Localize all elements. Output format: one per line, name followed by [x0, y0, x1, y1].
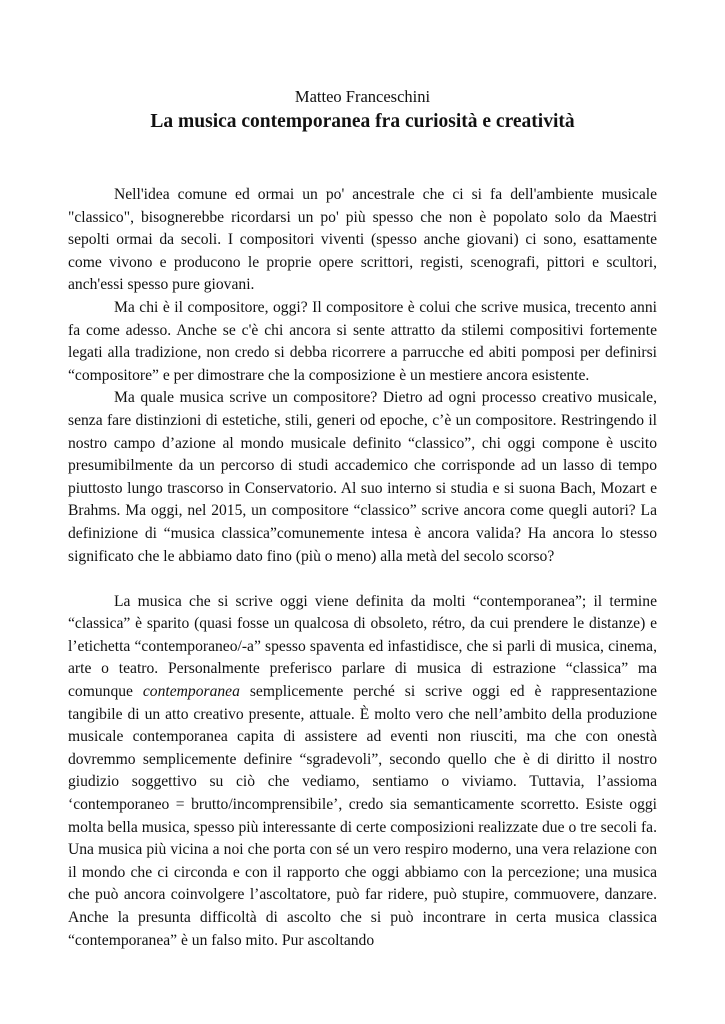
paragraph-1: Nell'idea comune ed ormai un po' ancestrale che ci si fa dell'ambiente musicale "classico", bisognerebbe ricordarsi un po' più spesso che non è popolato solo da Maestri sepolti ormai da secoli. I compositori viventi (spesso anche giovani) ci sono, esattamente come vivono e producono le proprie opere scrittori, registi, scenografi, pittori e scultori, anch'essi spesso pure giovani.	[68, 186, 657, 294]
document-title: La musica contemporanea fra curiosità e creatività	[150, 111, 575, 132]
paragraph-3: Ma quale musica scrive un compositore? Dietro ad ogni processo creativo musicale, senza fare distinzioni di estetiche, stili, generi od epoche, c’è un compositore. Restringendo il nostro campo d’azione al mondo musicale definito “classico”, chi oggi compone è uscito presumibilmente da un percorso di studi accademico che corrisponde ad un lasso di tempo piuttosto lungo trascorso in Conservatorio. Al suo interno si studia e si suona Bach, Mozart e Brahms. Ma oggi, nel 2015, un compositore “classico” scrive ancora come quegli autori? La definizione di “musica classica”comunemente intesa è ancora valida? Ha ancora lo stesso significato che le abbiamo dato fino (più o meno) alla metà del secolo scorso?	[68, 389, 657, 565]
document-header	[0, 87, 725, 134]
paragraph-4-end: semplicemente perché si scrive oggi ed è rappresentazione tangibile di un atto creativo presente, attuale. È molto vero che nell’ambito della produzione musicale contemporanea capita di assistere ad eventi non riusciti, ma che con onestà dovremmo semplicemente definire “sgradevoli”, secondo quello che è di diritto il nostro giudizio soggettivo su ciò che vediamo, sentiamo o viviamo. Tuttavia, l’assioma ‘contemporaneo = brutto/incomprensibile’, credo sia semanticamente scorretto. Esiste oggi molta bella musica, spesso più interessante di certe composizioni realizzate due o tre secoli fa. Una musica più vicina a noi che porta con sé un vero respiro moderno, una vera relazione con il mondo che ci circonda e con il rapporto che oggi abbiamo con la percezione; una musica che può ancora coinvolgere l’ascoltatore, può far ridere, può stupire, commuovere, danzare. Anche la presunta difficoltà di ascolto che si può incontrare in certa musica classica “contemporanea” è un falso mito. Pur ascoltando	[68, 683, 658, 949]
document-body	[68, 184, 657, 952]
paragraph-2: Ma chi è il compositore, oggi? Il compositore è colui che scrive musica, trecento anni fa come adesso. Anche se c'è chi ancora si sente attratto da stilemi compositivi fortemente legati alla tradizione, non credo si debba ricorrere a parrucche ed abiti pomposi per definirsi “compositore” e per dimostrare che la composizione è un mestiere ancora esistente.	[68, 298, 657, 384]
paragraph-gap	[68, 568, 657, 591]
paragraph-4-emphasis: contemporanea	[142, 683, 240, 701]
paragraph-4-start: La musica che si scrive oggi viene definita da molti “contemporanea”; il termine “classica” è sparito (quasi fosse un qualcosa di obsoleto, rétro, da cui prendere le distanze) e l’etichetta “contemporaneo/-a” spesso spaventa ed infastidisce, che si parli di musica, cinema, arte o teatro. Personalmente preferisco parlare di musica di estrazione “classica” ma comunque	[68, 592, 657, 701]
paragraph-4	[68, 591, 657, 953]
author-name: Matteo Franceschini	[294, 87, 431, 106]
